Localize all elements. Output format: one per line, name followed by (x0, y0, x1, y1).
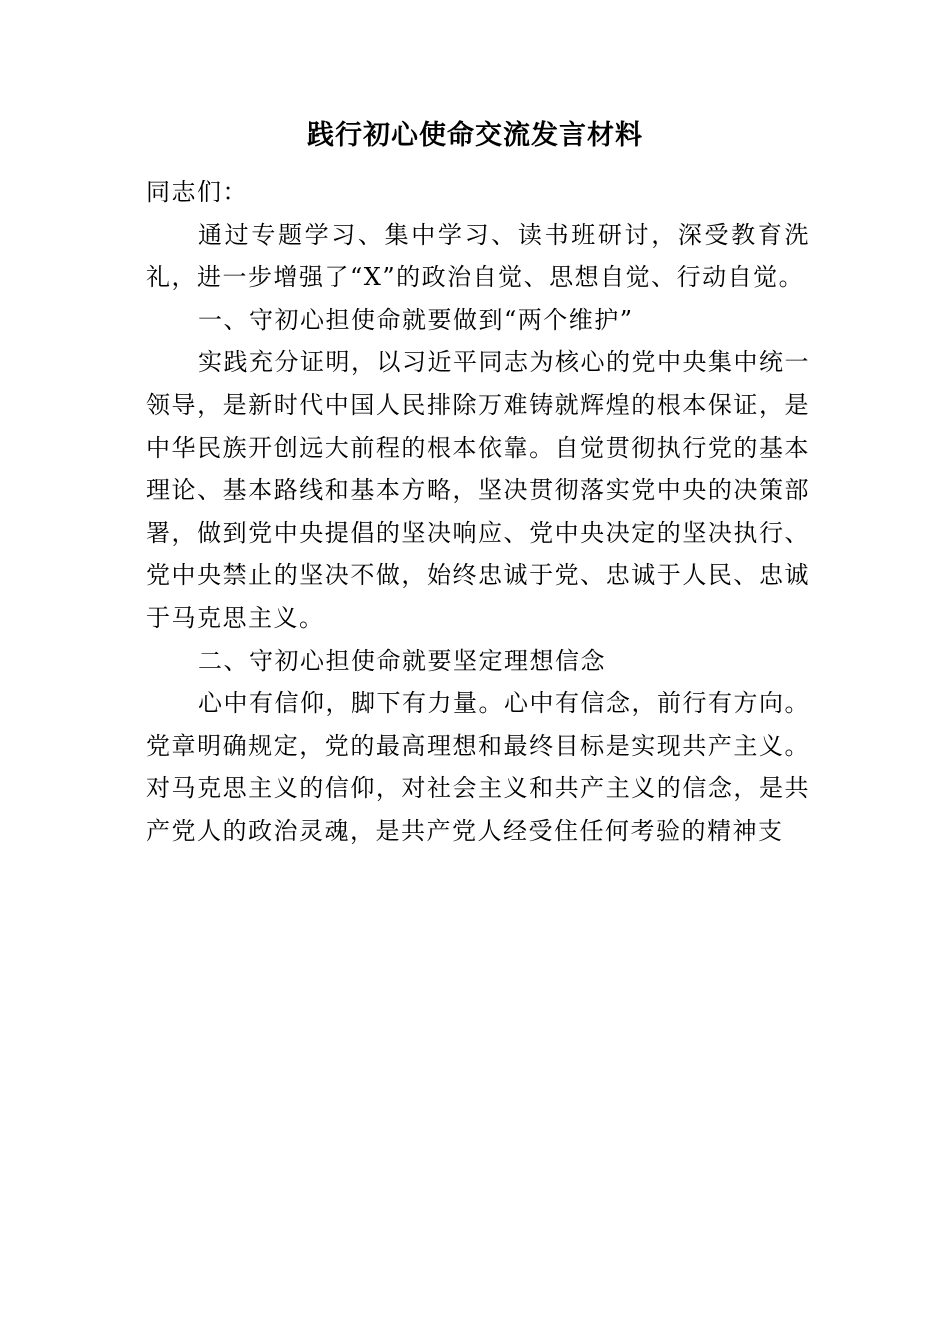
section-heading-2: 二、守初心担使命就要坚定理想信念 (198, 646, 606, 675)
document-body (146, 171, 810, 853)
intro-paragraph: 通过专题学习、集中学习、读书班研讨，深受教育洗礼，进一步增强了“X”的政治自觉、思想自觉、行动自觉。 (146, 220, 810, 292)
section-1-paragraph: 实践充分证明，以习近平同志为核心的党中央集中统一领导，是新时代中国人民排除万难铸就辉煌的根本保证，是中华民族开创远大前程的根本依靠。自觉贯彻执行党的基本理论、基本路线和基本方略，坚决贯彻落实党中央的决策部署，做到党中央提倡的坚决响应、党中央决定的坚决执行、党中央禁止的坚决不做，始终忠诚于党、忠诚于人民、忠诚于马克思主义。 (146, 348, 810, 632)
salutation: 同志们： (146, 178, 248, 206)
section-2-paragraph: 心中有信仰，脚下有力量。心中有信念，前行有方向。党章明确规定，党的最高理想和最终目标是实现共产主义。对马克思主义的信仰，对社会主义和共产主义的信念，是共产党人的政治灵魂，是共产党人经受住任何考验的精神支 (146, 689, 810, 845)
section-heading-1: 一、守初心担使命就要做到“两个维护” (198, 305, 634, 334)
document-title: 践行初心使命交流发言材料 (307, 120, 643, 151)
